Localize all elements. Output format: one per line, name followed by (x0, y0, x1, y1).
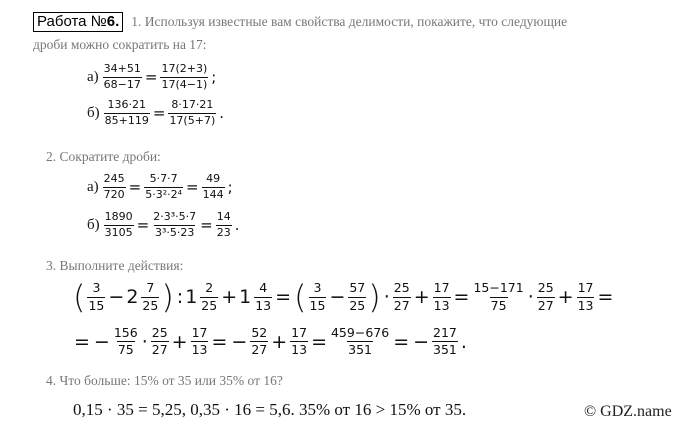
numerator: 17 (577, 280, 594, 296)
operator: − (231, 330, 248, 353)
task3-line2 (72, 326, 469, 358)
operator: = (152, 104, 166, 123)
denominator: 25 (142, 297, 159, 313)
numerator: 25 (393, 280, 410, 296)
fraction (250, 326, 268, 358)
numerator: 3 (313, 280, 322, 296)
task1-prompt-line1: 1. Используя известные вам свойства делимости, покажите, что следующие (131, 14, 568, 29)
numerator: 17 (191, 325, 208, 340)
fraction (472, 281, 524, 313)
numerator: 3 (92, 280, 101, 296)
task2-prompt: 2. Сократите дроби: (46, 149, 161, 164)
denominator: 15 (88, 297, 105, 313)
watermark: © GDZ.name (584, 403, 672, 420)
numerator: 217 (433, 325, 457, 340)
denominator: 351 (433, 342, 457, 358)
numerator: 5·7·7 (149, 172, 178, 185)
operator: − (413, 330, 430, 353)
bracket: ) (368, 278, 381, 316)
bracket: ( (294, 278, 307, 316)
fraction (103, 173, 126, 201)
fraction (168, 99, 216, 127)
denominator: 17(4−1) (161, 77, 208, 91)
denominator: 75 (117, 342, 134, 358)
task2-a-expression (87, 173, 235, 201)
operator: = (74, 330, 90, 353)
denominator: 85+119 (104, 113, 149, 127)
operator: = (453, 286, 470, 308)
denominator: 17(5+7) (169, 113, 216, 127)
operator: − (93, 330, 110, 353)
numerator: 7 (146, 280, 155, 296)
numerator: 25 (537, 280, 554, 296)
task3-prompt: 3. Выполните действия: (46, 258, 184, 273)
denominator: 27 (251, 342, 268, 358)
operator: = (136, 216, 150, 235)
numerator: 2·3³·5·7 (153, 210, 197, 223)
work-number: 6. (106, 13, 120, 30)
numerator: 17 (433, 280, 450, 296)
fraction (152, 211, 197, 239)
numerator: 14 (216, 210, 231, 223)
fraction (577, 281, 595, 313)
denominator: 13 (291, 342, 308, 358)
fraction (393, 281, 411, 313)
operator: + (171, 330, 188, 353)
numerator: 34+51 (103, 62, 141, 75)
task1-b-expression (87, 99, 226, 127)
item-label: а) (87, 68, 99, 85)
operator: · (141, 330, 148, 353)
operator: + (557, 286, 574, 308)
numerator: 8·17·21 (171, 98, 214, 111)
task1-a-expression (87, 63, 218, 91)
numerator: 2 (205, 280, 214, 296)
work-title-label: Работа № (37, 13, 107, 30)
operator: = (211, 330, 228, 353)
operator: = (275, 286, 292, 308)
denominator: 3³·5·23 (154, 225, 195, 239)
denominator: 68−17 (103, 77, 141, 91)
fraction (537, 281, 555, 313)
task1-header-row (33, 12, 567, 32)
fraction (87, 281, 105, 313)
bracket: ) (161, 278, 174, 316)
fraction (144, 173, 183, 201)
numerator: 245 (103, 172, 125, 185)
denominator: 351 (348, 342, 373, 358)
fraction (348, 281, 366, 313)
operator: . (460, 330, 467, 353)
fraction (191, 326, 209, 358)
fraction (104, 99, 150, 127)
fraction (103, 63, 142, 91)
task2-b-expression (87, 211, 241, 239)
numerator: 156 (113, 325, 138, 340)
mixed-whole: 2 (126, 286, 139, 308)
operator: + (413, 286, 430, 308)
fraction (141, 281, 159, 313)
operator: = (144, 68, 158, 87)
numerator: 49 (206, 172, 221, 185)
denominator: 25 (201, 297, 218, 313)
fraction (113, 326, 139, 358)
operator: = (200, 216, 213, 235)
numerator: 15−171 (473, 280, 524, 296)
work-title (33, 12, 123, 32)
fraction (433, 281, 451, 313)
operator: . (234, 216, 240, 235)
operator: = (128, 178, 142, 197)
operator: − (108, 286, 125, 308)
denominator: 144 (202, 187, 224, 201)
mixed-whole: 1 (185, 286, 198, 308)
item-label: б) (87, 104, 100, 121)
denominator: 15 (309, 297, 326, 313)
numerator: 52 (251, 325, 268, 340)
denominator: 27 (537, 297, 554, 313)
denominator: 13 (191, 342, 208, 358)
numerator: 17(2+3) (161, 62, 208, 75)
fraction (151, 326, 169, 358)
task4-prompt: 4. Что больше: 15% от 35 или 35% от 16? (46, 373, 283, 388)
item-label: а) (87, 178, 99, 195)
numerator: 57 (349, 280, 366, 296)
fraction (254, 281, 272, 313)
denominator: 27 (151, 342, 168, 358)
operator: + (271, 330, 288, 353)
bracket: ( (73, 278, 86, 316)
task1-prompt-line2: дроби можно сократить на 17: (33, 37, 207, 52)
fraction (432, 326, 458, 358)
denominator: 13 (433, 297, 450, 313)
fraction (216, 211, 232, 239)
operator: . (219, 104, 225, 123)
operator: = (311, 330, 327, 353)
operator: = (393, 330, 410, 353)
denominator: 3105 (104, 225, 133, 239)
task3-line1 (72, 278, 615, 316)
operator: + (221, 286, 238, 308)
fraction (160, 63, 208, 91)
denominator: 5·3²·2⁴ (145, 187, 183, 201)
operator: = (186, 178, 199, 197)
denominator: 13 (255, 297, 272, 313)
operator: = (597, 286, 614, 308)
numerator: 17 (291, 325, 308, 340)
operator: : (176, 286, 184, 308)
numerator: 25 (151, 325, 168, 340)
fraction (200, 281, 218, 313)
numerator: 136·21 (107, 98, 146, 111)
denominator: 13 (577, 297, 594, 313)
task4-answer: 0,15 · 35 = 5,25, 0,35 · 16 = 5,6. 35% от 16 > 15% от 35. (73, 400, 467, 419)
numerator: 4 (259, 280, 268, 296)
fraction (104, 211, 134, 239)
mixed-whole: 1 (239, 286, 252, 308)
operator: − (329, 286, 346, 308)
operator: ; (211, 68, 217, 87)
operator: · (383, 286, 390, 308)
operator: ; (227, 178, 233, 197)
fraction (330, 326, 390, 358)
denominator: 75 (490, 297, 507, 313)
fraction (202, 173, 225, 201)
numerator: 459−676 (330, 325, 390, 340)
operator: · (527, 286, 534, 308)
denominator: 25 (349, 297, 366, 313)
fraction (309, 281, 327, 313)
denominator: 720 (103, 187, 125, 201)
denominator: 27 (393, 297, 410, 313)
fraction (290, 326, 308, 358)
item-label: б) (87, 216, 100, 233)
numerator: 1890 (104, 210, 133, 223)
denominator: 23 (216, 225, 231, 239)
